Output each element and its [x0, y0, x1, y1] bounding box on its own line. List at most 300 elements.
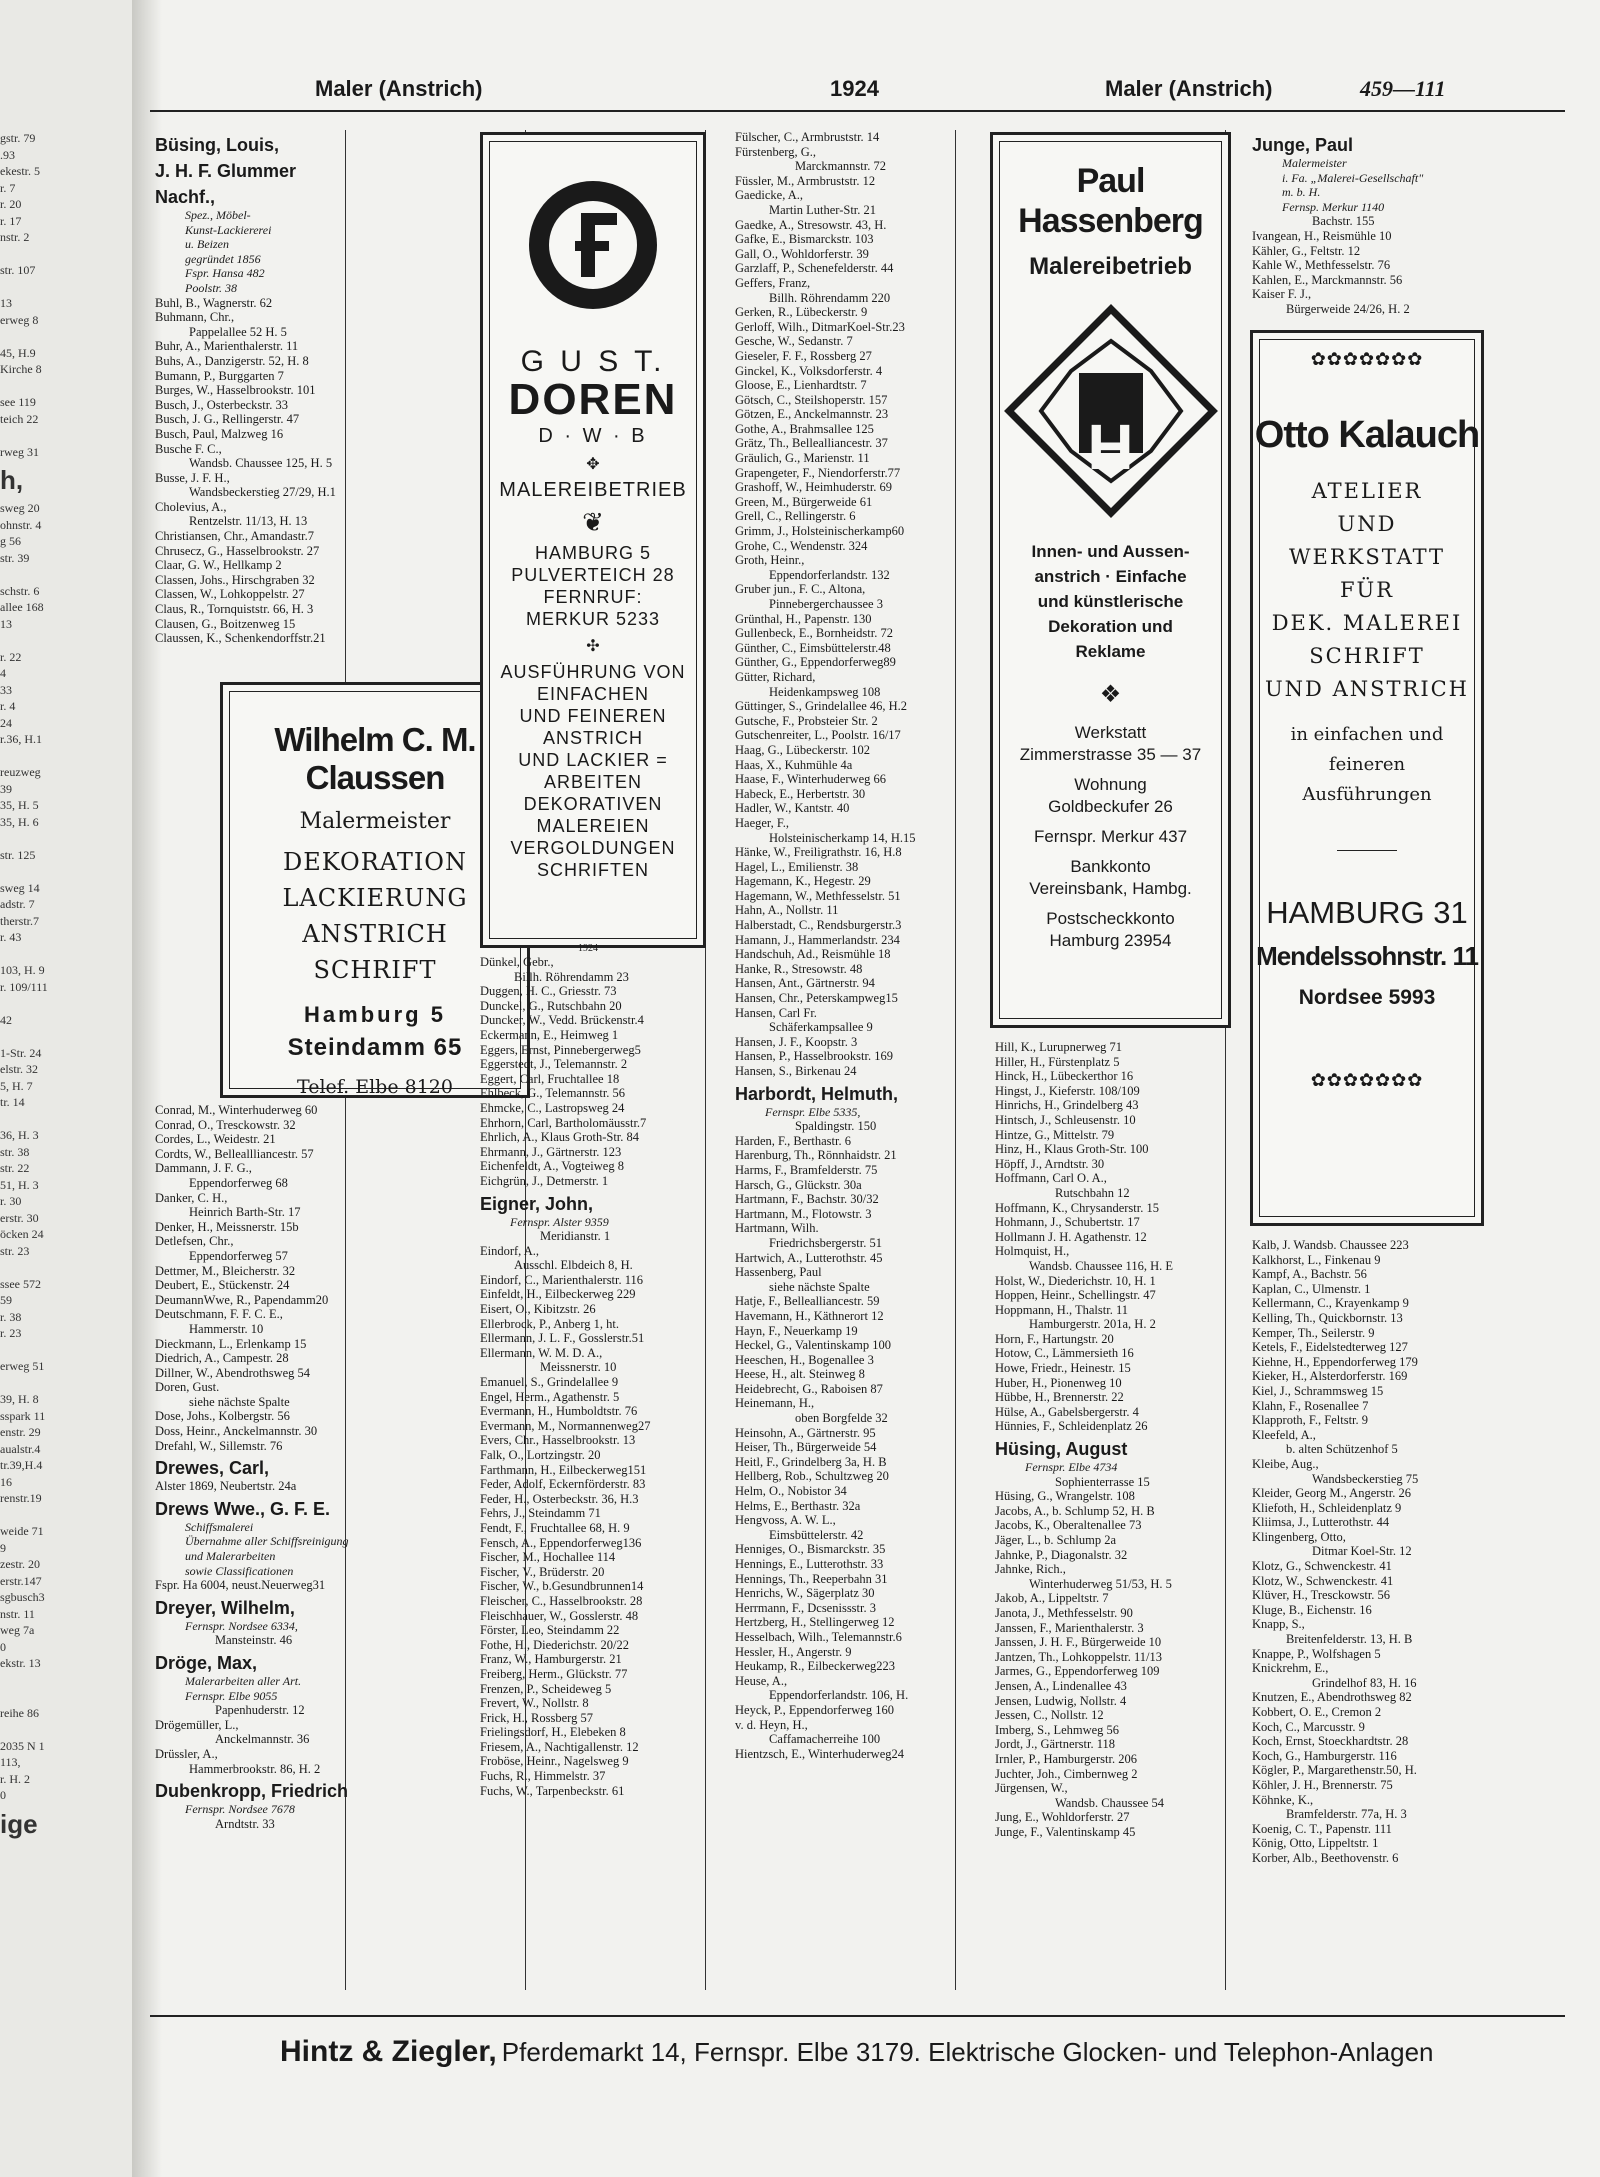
stub-line: r. H. 2 [0, 1771, 30, 1786]
ad-hassenberg-contact-line: Hamburg 23954 [1049, 931, 1172, 950]
stub-line [0, 1111, 110, 1128]
ad-doren-address-line: HAMBURG 5 [534, 543, 651, 563]
ad-claussen-name: Wilhelm C. M. Claussen [274, 721, 476, 796]
directory-entry: Friedrichsbergerstr. 51 [769, 1235, 882, 1250]
directory-entry: Eppendorferlandstr. 106, H. [769, 1688, 909, 1703]
stub-line: 13 [0, 296, 12, 310]
directory-entry: Schäferkampsallee 9 [769, 1020, 873, 1035]
directory-entry: Hiller, H., Fürstenplatz 5 [995, 1054, 1120, 1069]
directory-entry: Ellermann, W. M. D. A., [480, 1345, 603, 1360]
ad-doren-address-line: MERKUR 5233 [525, 609, 661, 629]
directory-entry: Ausschl. Elbdeich 8, H. [514, 1258, 633, 1273]
directory-entry: i. Fa. „Malerei-Gesellschaft" [1282, 170, 1424, 185]
directory-entry: Füssler, M., Armbruststr. 12 [735, 173, 876, 188]
stub-line: 13 [0, 616, 12, 631]
directory-entry: Fensch, A., Eppendorferweg136 [480, 1535, 642, 1550]
ad-doren-address [483, 542, 703, 630]
directory-entry: Eppendorferweg 68 [189, 1175, 288, 1190]
entry-name-bold: Nachf., [155, 187, 216, 207]
directory-entry: siehe nächste Spalte [189, 1394, 290, 1409]
directory-entry: Hänke, W., Freiligrathstr. 16, H.8 [735, 845, 902, 860]
directory-entry: Havemann, H., Käthnerort 12 [735, 1308, 884, 1323]
ad-doren-address-line: FERNRUF: [543, 587, 643, 607]
ad-claussen-street: Steindamm 65 [287, 1034, 463, 1061]
directory-entry: Günther, G., Eppendorferweg89 [735, 655, 896, 670]
directory-entry: Hagemann, K., Hegestr. 29 [735, 874, 871, 889]
directory-entry: Dettmer, M., Bleicherstr. 32 [155, 1263, 296, 1278]
directory-entry: Hinrichs, H., Grindelberg 43 [995, 1098, 1139, 1113]
directory-entry: Jantzen, Th., Lohkoppelstr. 11/13 [995, 1649, 1162, 1664]
directory-entry: sowie Classificationen [185, 1563, 294, 1578]
ad-claussen-service: DEKORATION [283, 848, 467, 876]
stub-line: 51, H. 3 [0, 1177, 39, 1192]
stub-line [0, 566, 110, 583]
ad-doren-service-line: ANSTRICH [542, 728, 643, 748]
directory-entry: Hintze, G., Mittelstr. 79 [995, 1127, 1115, 1142]
stub-line [0, 246, 110, 263]
directory-entry: Janota, J., Methfesselstr. 90 [995, 1605, 1133, 1620]
ad-doren-gust: G U S T. [520, 345, 666, 378]
directory-entry: Buhs, A., Danzigerstr. 52, H. 8 [155, 353, 309, 368]
directory-entry: Cordes, L., Weidestr. 21 [155, 1132, 276, 1147]
ad-doren-service-line: DEKORATIVEN [523, 794, 663, 814]
stub-line: r. 109/111 [0, 979, 48, 994]
entry-name-bold: Dröge, Max, [155, 1653, 258, 1673]
directory-entry: Ehrhorn, Carl, Bartholomäusstr.7 [480, 1115, 647, 1130]
ad-hassenberg-contact-line: Zimmerstrasse 35 — 37 [1019, 745, 1202, 764]
directory-entry: Gräulich, G., Marienstr. 11 [735, 451, 870, 466]
directory-entry: Hahn, A., Nollstr. 11 [735, 903, 839, 918]
directory-entry: Sophienterrasse 15 [1055, 1474, 1150, 1489]
directory-entry: Spez., Möbel- [185, 208, 251, 222]
directory-entry: Götzen, E., Anckelmannstr. 23 [735, 407, 889, 422]
directory-entry: Busse, J. F. H., [155, 470, 230, 485]
directory-entry: Meissnerstr. 10 [540, 1360, 617, 1375]
directory-entry: Deutschmann, F. F. C. E., [155, 1307, 283, 1322]
directory-entry: Fischer, V., Brüderstr. 20 [480, 1564, 605, 1579]
ad-doren-service-line: ARBEITEN [543, 772, 643, 792]
directory-entry: Heinsohn, A., Gärtnerstr. 95 [735, 1425, 876, 1440]
stub-line: 59 [0, 1293, 12, 1307]
stub-line: r. 4 [0, 699, 16, 713]
directory-entry: Gütter, Richard, [735, 669, 816, 684]
flourish-icon: ✣ [586, 636, 600, 655]
stub-line: str. 38 [0, 1144, 30, 1159]
directory-entry: Heckel, G., Valentinskamp 100 [735, 1338, 891, 1353]
directory-entry: Güttinger, S., Grindelallee 46, H.2 [735, 699, 908, 714]
directory-entry: Ehlbeck, G., Telemannstr. 56 [480, 1086, 626, 1101]
directory-entry: Pinnebergerchaussee 3 [769, 597, 883, 611]
stub-line [0, 748, 110, 765]
stub-line: r. 22 [0, 649, 22, 664]
directory-entry: Wandsbeckerstieg 27/29, H.1 [189, 485, 336, 500]
directory-entry: Haag, G., Lübeckerstr. 102 [735, 742, 871, 757]
stub-line: g 56 [0, 534, 21, 548]
directory-entry: Hingst, J., Kieferstr. 108/109 [995, 1083, 1140, 1098]
directory-entry: Klüver, H., Tresckowstr. 56 [1252, 1588, 1391, 1603]
directory-entry: Habeck, E., Herbertstr. 30 [735, 786, 866, 801]
directory-entry: Hinz, H., Klaus Groth-Str. 100 [995, 1142, 1149, 1157]
ad-kalauch-service-line: WERKSTATT [1288, 545, 1446, 569]
directory-entry: Deubert, E., Stückenstr. 24 [155, 1278, 290, 1293]
directory-entry: Heitl, F., Grindelberg 3a, H. B [735, 1454, 887, 1469]
stub-line: adstr. 7 [0, 897, 35, 911]
directory-entry: Hinck, H., Lübeckerthor 16 [995, 1069, 1134, 1084]
header-left: Maler (Anstrich) [315, 76, 483, 101]
directory-entry: Haas, X., Kuhmühle 4a [735, 757, 853, 772]
ad-hassenberg-contact-line: Bankkonto [1070, 857, 1151, 876]
directory-entry: Halberstadt, C., Rendsburgerstr.3 [735, 918, 902, 933]
directory-entry: Hessler, H., Angerstr. 9 [735, 1644, 852, 1659]
stub-line: ohnstr. 4 [0, 517, 42, 532]
directory-entry: Gieseler, F. F., Rossberg 27 [735, 348, 872, 363]
directory-entry: und Malerarbeiten [185, 1549, 276, 1564]
stub-line: Kirche 8 [0, 362, 42, 376]
ad-doren [480, 132, 706, 948]
stub-line: ige [0, 1808, 38, 1839]
ad-kalauch-service-line: UND [1337, 512, 1397, 536]
ad-hassenberg-type: Malereibetrieb [1029, 253, 1192, 280]
directory-entry: Kögler, P., Margarethenstr.50, H. [1252, 1763, 1417, 1778]
directory-entry: Frenzen, P., Scheideweg 5 [480, 1681, 612, 1696]
stub-line: 0 [0, 1788, 6, 1802]
directory-entry: Horn, F., Hartungstr. 20 [995, 1331, 1114, 1346]
stub-line: sweg 14 [0, 880, 40, 895]
directory-entry: Koch, G., Hamburgerstr. 116 [1252, 1748, 1397, 1763]
directory-entry: Junge, F., Valentinskamp 45 [995, 1824, 1136, 1839]
stub-line: 35, H. 6 [0, 814, 39, 829]
stub-line: 45, H.9 [0, 345, 36, 360]
stub-line: 36, H. 3 [0, 1128, 39, 1142]
directory-entry: Jensen, A., Lindenallee 43 [995, 1678, 1127, 1693]
directory-entry: Arndtstr. 33 [215, 1816, 275, 1831]
directory-entry: Jürgensen, W., [995, 1781, 1068, 1796]
stub-line: erstr.147 [0, 1573, 42, 1588]
directory-entry: Ehrlich, A., Klaus Groth-Str. 84 [480, 1130, 640, 1145]
directory-entry: Irnler, P., Hamburgerstr. 206 [995, 1751, 1137, 1766]
directory-entry: Kobbert, O. E., Cremon 2 [1252, 1705, 1382, 1719]
directory-entry: Denker, H., Meissnerstr. 15b [155, 1219, 299, 1234]
directory-entry: Buhl, B., Wagnerstr. 62 [155, 295, 273, 310]
directory-entry: Hammerbrookstr. 86, H. 2 [189, 1761, 321, 1776]
stub-line: tr. 14 [0, 1095, 25, 1109]
directory-entry: Fischer, M., Hochallee 114 [480, 1550, 616, 1565]
stub-line: renstr.19 [0, 1491, 42, 1505]
directory-entry: Cordts, W., Belleallliancestr. 57 [155, 1146, 314, 1161]
stub-line: öcken 24 [0, 1227, 44, 1241]
directory-entry: Klapproth, F., Feltstr. 9 [1252, 1413, 1369, 1428]
directory-entry: Hansen, Carl Fr. [735, 1005, 817, 1020]
directory-entry: Diedrich, A., Campestr. 28 [155, 1351, 289, 1366]
directory-entry: Clausen, G., Boitzenweg 15 [155, 616, 296, 631]
directory-entry: Heidebrecht, G., Raboisen 87 [735, 1381, 883, 1396]
directory-entry: Gerloff, Wilh., DitmarKoel-Str.23 [735, 319, 905, 334]
directory-entry: Hoppen, Heinr., Schellingstr. 47 [995, 1288, 1156, 1303]
directory-entry: Hoffmann, Carl O. A., [995, 1171, 1107, 1186]
directory-entry: Busch, J. G., Rellingerstr. 47 [155, 412, 300, 427]
directory-entry: Evers, Chr., Hasselbrookstr. 13 [480, 1433, 636, 1448]
directory-entry: Eisert, O., Kibitzstr. 26 [480, 1302, 596, 1317]
column-5-entries [1252, 130, 1552, 317]
stub-line: teich 22 [0, 411, 39, 426]
stub-line: allee 168 [0, 600, 44, 614]
stub-line: 113, [0, 1755, 21, 1769]
directory-entry: Klotz, W., Schwenckestr. 41 [1252, 1573, 1394, 1588]
directory-entry: Ketels, F., Eidelstedterweg 127 [1252, 1340, 1408, 1355]
directory-entry: Rentzelstr. 11/13, H. 13 [189, 514, 308, 529]
stub-line: see 119 [0, 395, 36, 409]
ad-doren-year: 1924 [578, 943, 598, 954]
directory-entry: Helms, E., Berthastr. 32a [735, 1498, 861, 1513]
directory-entry: Kalb, J. Wandsb. Chaussee 223 [1252, 1238, 1409, 1252]
directory-entry: Holmquist, H., [995, 1244, 1070, 1259]
directory-entry: Jessen, C., Nollstr. 12 [995, 1708, 1104, 1723]
stub-line: nstr. 2 [0, 230, 30, 244]
directory-entry: Mansteinstr. 46 [215, 1633, 293, 1648]
directory-entry: oben Borgfelde 32 [795, 1411, 888, 1426]
directory-entry: Duncker, W., Vedd. Brückenstr.4 [480, 1013, 644, 1028]
ad-doren-name: DOREN [508, 375, 678, 424]
doren-logo-icon [523, 175, 663, 315]
ad-doren-type: MALEREIBETRIEB [499, 479, 687, 501]
directory-entry: Gruber jun., F. C., Altona, [735, 582, 866, 597]
directory-entry: Malermeister [1282, 156, 1347, 170]
directory-page [150, 50, 1565, 2110]
directory-entry: Imberg, S., Lehmweg 56 [995, 1722, 1120, 1737]
ad-hassenberg-service-line: und künstlerische [1037, 592, 1184, 611]
directory-entry: Klahn, F., Rosenallee 7 [1252, 1398, 1369, 1413]
directory-entry: Billh. Röhrendamm 220 [769, 290, 891, 305]
ad-kalauch-service-line: DEK. MALEREI [1271, 611, 1463, 635]
directory-entry: Cholevius, A., [155, 499, 227, 514]
directory-entry: Jacobs, K., Oberaltenallee 73 [995, 1518, 1142, 1533]
directory-entry: Feder, Adolf, Eckernförderstr. 83 [480, 1477, 646, 1492]
directory-entry: Caffamacherreihe 100 [769, 1732, 881, 1747]
stub-line: ssee 572 [0, 1276, 41, 1291]
stub-line: h, [0, 465, 24, 495]
page-footer-ad [150, 2015, 1565, 2069]
directory-entry: Classen, Johs., Hirschgraben 32 [155, 572, 315, 587]
directory-entry: Kahlen, E., Marckmannstr. 56 [1252, 272, 1403, 287]
ad-hassenberg-service-line: Dekoration und [1048, 617, 1173, 636]
column-1-entries-lower [155, 1103, 465, 1831]
directory-entry: Gerken, R., Lübeckerstr. 9 [735, 305, 868, 320]
column-2-entries [480, 955, 705, 1798]
directory-entry: Farthmann, H., Eilbeckerweg151 [480, 1462, 647, 1477]
directory-entry: Hartwich, A., Lutterothstr. 45 [735, 1250, 883, 1265]
stub-line: weg 7a [0, 1623, 35, 1637]
directory-entry: Hansen, P., Hasselbrookstr. 169 [735, 1049, 893, 1064]
directory-entry: Kliefoth, H., Schleidenplatz 9 [1252, 1500, 1402, 1515]
stub-line [0, 946, 110, 963]
directory-entry: Claar, G. W., Hellkamp 2 [155, 558, 282, 573]
directory-entry: Eggert, Carl, Fruchtallee 18 [480, 1071, 620, 1086]
stub-line: 1-Str. 24 [0, 1045, 42, 1060]
directory-entry: Gloose, E., Lienhardtstr. 7 [735, 378, 867, 393]
directory-entry: Hamburgerstr. 201a, H. 2 [1029, 1317, 1156, 1332]
directory-entry: Chrusecz, G., Hasselbrookstr. 27 [155, 543, 320, 558]
stub-line: elstr. 32 [0, 1062, 38, 1076]
directory-entry: Friesem, A., Nachtigallenstr. 12 [480, 1739, 639, 1754]
ornament-band-icon: ✿✿✿✿✿✿✿ [1310, 1070, 1424, 1091]
directory-entry: Rutschbahn 12 [1055, 1185, 1130, 1200]
entry-name-bold: Drews Wwe., G. F. E. [155, 1498, 331, 1519]
ad-doren-address-line: PULVERTEICH 28 [511, 565, 675, 585]
ad-hassenberg-contact-line: Vereinsbank, Hambg. [1029, 879, 1192, 898]
directory-entry: Fehrs, J., Steindamm 71 [480, 1506, 601, 1521]
directory-entry: Jung, E., Wohldorferstr. 27 [995, 1810, 1130, 1825]
directory-entry: Kemper, Th., Seilerstr. 9 [1252, 1325, 1375, 1340]
directory-entry: Wandsb. Chaussee 116, H. E [1029, 1258, 1173, 1273]
directory-entry: Eggerstedt, J., Telemannstr. 2 [480, 1057, 628, 1072]
entry-name-bold: Junge, Paul [1252, 135, 1354, 155]
stub-line: erweg 51 [0, 1359, 45, 1373]
directory-entry: Classen, W., Lohkoppelstr. 27 [155, 587, 305, 602]
directory-entry: Henrichs, W., Sägerplatz 30 [735, 1586, 875, 1601]
column-4-entries [995, 1040, 1225, 1839]
directory-entry: Hadler, W., Kantstr. 40 [735, 801, 850, 816]
directory-entry: Jäger, L., b. Schlump 2a [995, 1533, 1117, 1547]
stub-line: nstr. 11 [0, 1606, 35, 1621]
directory-entry: Bumann, P., Burggarten 7 [155, 368, 284, 383]
ad-kalauch-execution-line: feineren [1328, 754, 1406, 775]
directory-entry: Gaedicke, A., [735, 188, 804, 203]
directory-entry: Handschuh, Ad., Reismühle 18 [735, 947, 891, 962]
stub-line: r.36, H.1 [0, 732, 42, 746]
directory-entry: Köhnke, K., [1252, 1792, 1314, 1807]
stub-line: r. 38 [0, 1309, 22, 1324]
directory-entry: Schiffsmalerei [185, 1519, 254, 1534]
directory-entry: Hassenberg, Paul [735, 1265, 822, 1280]
directory-entry: Hill, K., Lurupnerweg 71 [995, 1040, 1123, 1054]
directory-entry: Herrmann, F., Dcsenissstr. 3 [735, 1600, 876, 1615]
ad-hassenberg-contact-line: Fernspr. Merkur 437 [1033, 827, 1188, 846]
directory-entry: Hoffmann, K., Chrysanderstr. 15 [995, 1200, 1159, 1215]
directory-entry: Fischer, W., b.Gesundbrunnen14 [480, 1579, 644, 1594]
directory-entry: Ehrmann, J., Gärtnerstr. 123 [480, 1144, 622, 1159]
directory-entry: Klotz, G., Schwenckestr. 41 [1252, 1559, 1392, 1574]
directory-entry: Eichenfeldt, A., Vogteiweg 8 [480, 1159, 624, 1174]
directory-entry: Jahnke, Rich., [995, 1562, 1066, 1577]
stub-line: gstr. 79 [0, 131, 36, 145]
directory-entry: Eggers, Ernst, Pinnebergerweg5 [480, 1042, 641, 1057]
directory-entry: Eckermann, E., Heimweg 1 [480, 1027, 619, 1042]
directory-entry: Klingenberg, Otto, [1252, 1529, 1346, 1544]
directory-entry: Hüsing, G., Wrangelstr. 108 [995, 1489, 1135, 1504]
directory-entry: Geffers, Franz, [735, 275, 811, 290]
directory-entry: Fleischer, C., Hasselbrookstr. 28 [480, 1593, 643, 1608]
directory-entry: Engel, Herm., Agathenstr. 5 [480, 1389, 620, 1404]
directory-entry: Kleefeld, A., [1252, 1427, 1316, 1442]
directory-entry: Huber, H., Pionenweg 10 [995, 1375, 1122, 1390]
stub-line [0, 1672, 110, 1689]
page-number: 459—111 [1360, 76, 1446, 101]
directory-entry: Grohe, C., Wendenstr. 324 [735, 538, 868, 553]
flower-icon: ❦ [582, 508, 604, 538]
directory-entry: Fernspr. Elbe 4734 [1025, 1460, 1118, 1475]
directory-entry: Fülscher, C., Armbruststr. 14 [735, 130, 880, 144]
ad-kalauch-city: HAMBURG 31 [1266, 895, 1468, 930]
directory-entry: Haeger, F., [735, 815, 790, 830]
directory-entry: Kiehne, H., Eppendorferweg 179 [1252, 1354, 1418, 1369]
directory-entry: Holsteinischerkamp 14, H.15 [769, 830, 916, 845]
stub-line: r. 43 [0, 930, 22, 944]
directory-entry: Pappelallee 52 H. 5 [189, 324, 287, 339]
directory-entry: Hayn, F., Neuerkamp 19 [735, 1323, 858, 1338]
directory-entry: Harden, F., Berthastr. 6 [735, 1133, 851, 1148]
entry-name-bold: Dubenkropp, Friedrich [155, 1781, 349, 1802]
directory-entry: Duggen, H. C., Griesstr. 73 [480, 984, 617, 999]
directory-entry: Busch, Paul, Malzweg 16 [155, 426, 284, 441]
ad-hassenberg-contact-line: Postscheckkonto [1046, 909, 1175, 928]
directory-entry: Hansen, Ant., Gärtnerstr. 94 [735, 976, 875, 991]
directory-entry: Franz, W., Hamburgerstr. 21 [480, 1652, 622, 1667]
directory-entry: b. alten Schützenhof 5 [1286, 1442, 1398, 1457]
directory-entry: Breitenfelderstr. 13, H. B [1286, 1632, 1413, 1647]
directory-entry: Hertzberg, H., Stellingerweg 12 [735, 1615, 895, 1630]
directory-entry: Höpff, J., Arndtstr. 30 [995, 1156, 1105, 1171]
stub-line: sweg 20 [0, 501, 40, 515]
ad-kalauch-execution-line: in einfachen und [1290, 724, 1444, 745]
ad-claussen-service: ANSTRICH [302, 920, 448, 948]
directory-entry: Detlefsen, Chr., [155, 1234, 234, 1249]
directory-entry: Götsch, C., Steilshoperstr. 157 [735, 392, 888, 407]
directory-entry: Kaiser F. J., [1252, 287, 1312, 302]
stub-line [0, 378, 110, 395]
previous-page-stub [0, 130, 110, 1844]
stub-line: 9 [0, 1540, 6, 1555]
directory-entry: Christiansen, Chr., Amandastr.7 [155, 529, 315, 544]
directory-entry: Gaedke, A., Stresowstr. 43, H. [735, 217, 887, 232]
directory-entry: Hotow, C., Lämmersieth 16 [995, 1346, 1134, 1361]
directory-entry: Ivangean, H., Reismühle 10 [1252, 228, 1392, 243]
directory-entry: Heiser, Th., Bürgerweide 54 [735, 1440, 877, 1455]
directory-entry: Conrad, O., Tresckowstr. 32 [155, 1117, 296, 1132]
entry-name-bold: Harbordt, Helmuth, [735, 1083, 899, 1104]
directory-entry: Janssen, F., Marienthalerstr. 3 [995, 1620, 1144, 1635]
ad-hassenberg [990, 132, 1231, 1028]
directory-entry: Papenhuderstr. 12 [215, 1703, 305, 1718]
directory-entry: Hollmann J. H. Agathenstr. 12 [995, 1229, 1147, 1244]
directory-entry: Helm, O., Nobistor 34 [735, 1484, 847, 1499]
directory-entry: Hellberg, Rob., Schultzweg 20 [735, 1469, 889, 1484]
directory-entry: Knutzen, E., Abendrothsweg 82 [1252, 1690, 1412, 1705]
directory-entry: Hartmann, Wilh. [735, 1221, 819, 1236]
ornament-band-icon: ✿✿✿✿✿✿✿ [1310, 349, 1424, 370]
ad-claussen-role: Malermeister [299, 809, 451, 834]
ad-hassenberg-service-line: anstrich · Einfache [1034, 567, 1187, 586]
directory-entry: Wandsb. Chaussee 54 [1055, 1795, 1165, 1810]
directory-entry: Drögemüller, L., [155, 1717, 239, 1732]
directory-entry: Eindorf, C., Marienthalerstr. 116 [480, 1272, 644, 1287]
directory-entry: Fürstenberg, G., [735, 144, 817, 159]
stub-line: ekestr. 5 [0, 164, 40, 178]
directory-entry: Hartmann, F., Bachstr. 30/32 [735, 1192, 879, 1207]
stub-line [0, 995, 110, 1012]
ad-kalauch-divider [1337, 850, 1397, 851]
ad-doren-service-line: UND FEINEREN [519, 706, 667, 726]
directory-entry: Koenig, C. T., Papenstr. 111 [1252, 1821, 1392, 1836]
ad-kalauch [1250, 330, 1484, 1226]
ad-kalauch-service-line: SCHRIFT [1309, 644, 1425, 668]
directory-entry: Knickrehm, E., [1252, 1661, 1329, 1676]
stub-line [0, 1028, 110, 1045]
directory-entry: Gullenbeck, E., Bornheidstr. 72 [735, 626, 893, 641]
directory-entry: Grätz, Th., Bellealliancestr. 37 [735, 436, 888, 451]
directory-entry: Übernahme aller Schiffsreinigung [185, 1534, 349, 1549]
ad-doren-dwb: D · W · B [538, 425, 648, 447]
entry-name-bold: Büsing, Louis, [155, 135, 279, 155]
